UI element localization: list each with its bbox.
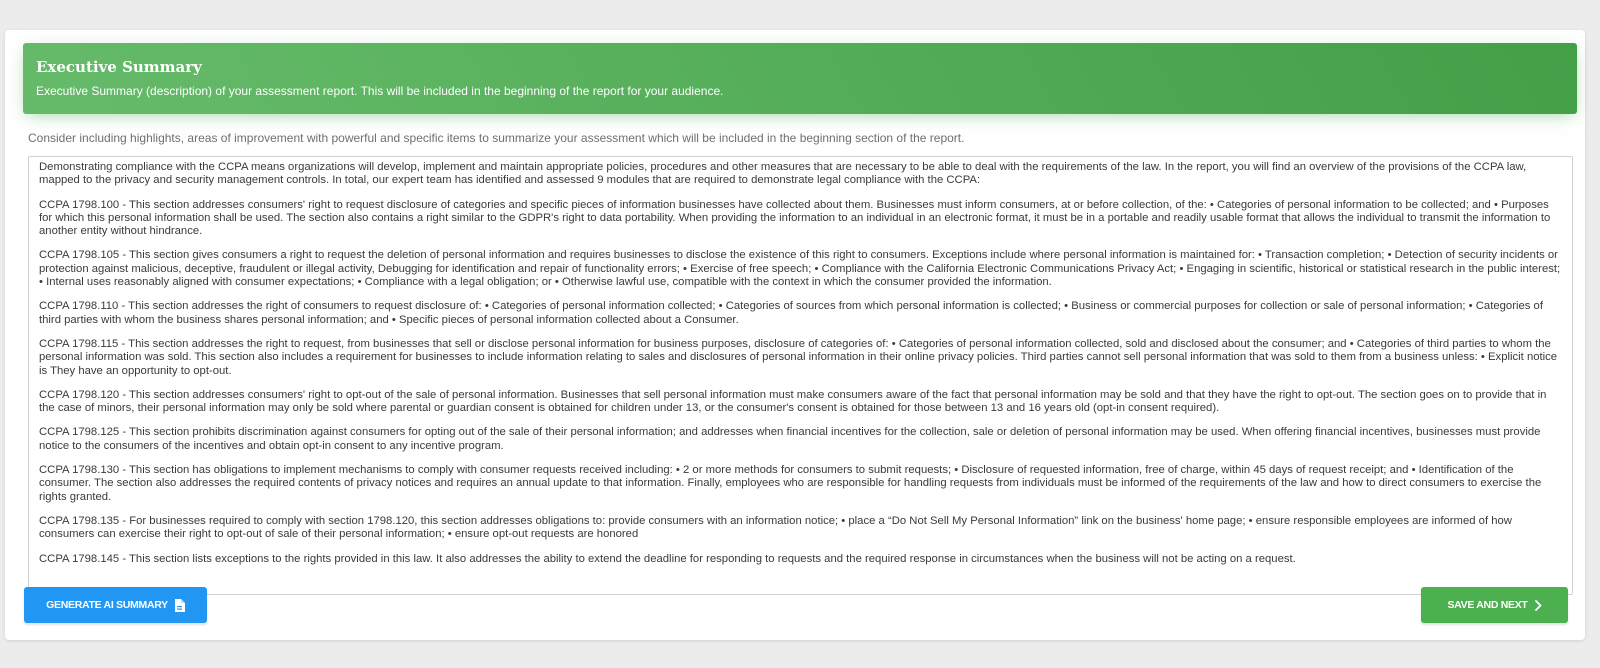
file-icon — [174, 599, 185, 612]
summary-paragraph: CCPA 1798.135 - For businesses required to comply with section 1798.120, this section addresses obligations to: provide consumers with an information notice; • place a “Do Not Sell My Personal Information” link on the business' home page; • ensure responsible employees are informed of how consumers can exercise their right to opt-out of sale of their personal information; • ensure opt-out requests are honored — [39, 514, 1512, 541]
summary-paragraph: CCPA 1798.145 - This section lists exceptions to the rights provided in this law. It also addresses the ability to extend the deadline for responding to requests and the required response in circumstances when the business will not be acting on a request. — [39, 552, 1296, 565]
save-and-next-button[interactable] — [1421, 587, 1568, 623]
page-title: Executive Summary — [36, 58, 202, 76]
summary-paragraph: CCPA 1798.105 - This section gives consumers a right to request the deletion of personal information and requires businesses to disclose the existence of this right to consumers. Exceptions include where personal information is maintained for: • Transaction completion; • Detection of security incidents or protection against malicious, deceptive, fraudulent or illegal activity, Debugging for identification and repair of functionality errors; • Exercise of free speech; • Compliance with the California Electronic Communications Privacy Act; • Engaging in scientific, historical or statistical research in the public interest; • Internal uses reasonably aligned with consumer expectations; • Compliance with a legal obligation; or • Otherwise lawful use, compatible with the context in which the consumer provided the information. — [39, 249, 1561, 289]
summary-paragraph: CCPA 1798.110 - This section addresses the right of consumers to request disclosure of: • Categories of personal information collected; • Categories of sources from which personal information is collected; • Business or commercial purposes for collection or sale of personal information; • Categories of third parties with whom the business shares personal information; and • Specific pieces of personal information collected about a Consumer. — [39, 300, 1543, 326]
generate-ai-summary-label: GENERATE AI SUMMARY — [46, 599, 168, 611]
summary-paragraph: CCPA 1798.125 - This section prohibits discrimination against consumers for opting out of the sale of their personal information; and addresses when financial incentives for the collection, sale or deletion of personal information may be used. When offering financial incentives, businesses must provide notice to the consumers of the incentives and obtain opt-in consent to any incentive program. — [39, 426, 1541, 452]
summary-paragraph: CCPA 1798.115 - This section addresses the right to request, from businesses that sell or disclose personal information for business purposes, disclosure of categories of: • Categories of personal information collected, sold and disclosed about the consumer; and • Categories of third parties to whom the personal information was sold. This section also includes a requirement for businesses to include information relating to sales and disclosures of personal information in their online privacy policies. Third parties cannot sell personal information that was sold to them from a business unless: • Explicit notice is They have an opportunity to opt-out. — [39, 337, 1558, 377]
helper-text: Consider including highlights, areas of improvement with powerful and specific items to summarize your assessment which will be included in the beginning section of the report. — [28, 131, 965, 145]
summary-paragraph: CCPA 1798.100 - This section addresses consumers' right to request disclosure of categories and specific pieces of information businesses have collected about them. Businesses must inform consumers, at or before collection, of the: • Categories of personal information to be collected; and • Purposes for which this personal information shall be used. The section also contains a right similar to the GDPR's right to data portability. When providing the information to an individual in an electronic format, it must be in a portable and readily usable format that allows the individual to transmit the information to another entity without hindrance. — [39, 198, 1551, 238]
save-and-next-label: SAVE AND NEXT — [1447, 599, 1528, 611]
summary-paragraph: CCPA 1798.130 - This section has obligations to implement mechanisms to comply with consumer requests received including: • 2 or more methods for consumers to submit requests; • Disclosure of requested information, free of charge, within 45 days of request receipt; and • Identification of the consumer. The section also addresses the required contents of privacy notices and requires an annual update to that information. Finally, employees who are responsible for handling requests from individuals must be informed of the requirements of the law and how to direct consumers to exercise the rights granted. — [39, 464, 1542, 503]
summary-paragraph: CCPA 1798.120 - This section addresses consumers' right to opt-out of the sale of personal information. Businesses that sell personal information must make consumers aware of the fact that personal information may be sold and that they have the right to opt-out. The section goes on to provide that in the case of minors, their personal information may only be sold where parental or guardian consent is obtained for children under 13, or the consumer's consent is obtained for those between 13 and 16 years old (opt-in consent required). — [39, 388, 1547, 415]
summary-paragraph: Demonstrating compliance with the CCPA means organizations will develop, implement and maintain appropriate policies, procedures and other measures that are necessary to be able to deal with the requirements of the law. In the report, you will find an overview of the provisions of the CCPA law, mapped to the privacy and security management controls. In total, our expert team has identified and assessed 9 modules that are required to demonstrate legal compliance with the CCPA: — [39, 161, 1527, 187]
summary-textarea[interactable] — [28, 156, 1573, 595]
card-header — [23, 43, 1577, 114]
chevron-right-icon — [1534, 600, 1542, 611]
page-subtitle: Executive Summary (description) of your assessment report. This will be included in the beginning of the report for your audience. — [36, 84, 724, 98]
generate-ai-summary-button[interactable] — [24, 587, 207, 623]
executive-summary-card — [5, 30, 1585, 640]
